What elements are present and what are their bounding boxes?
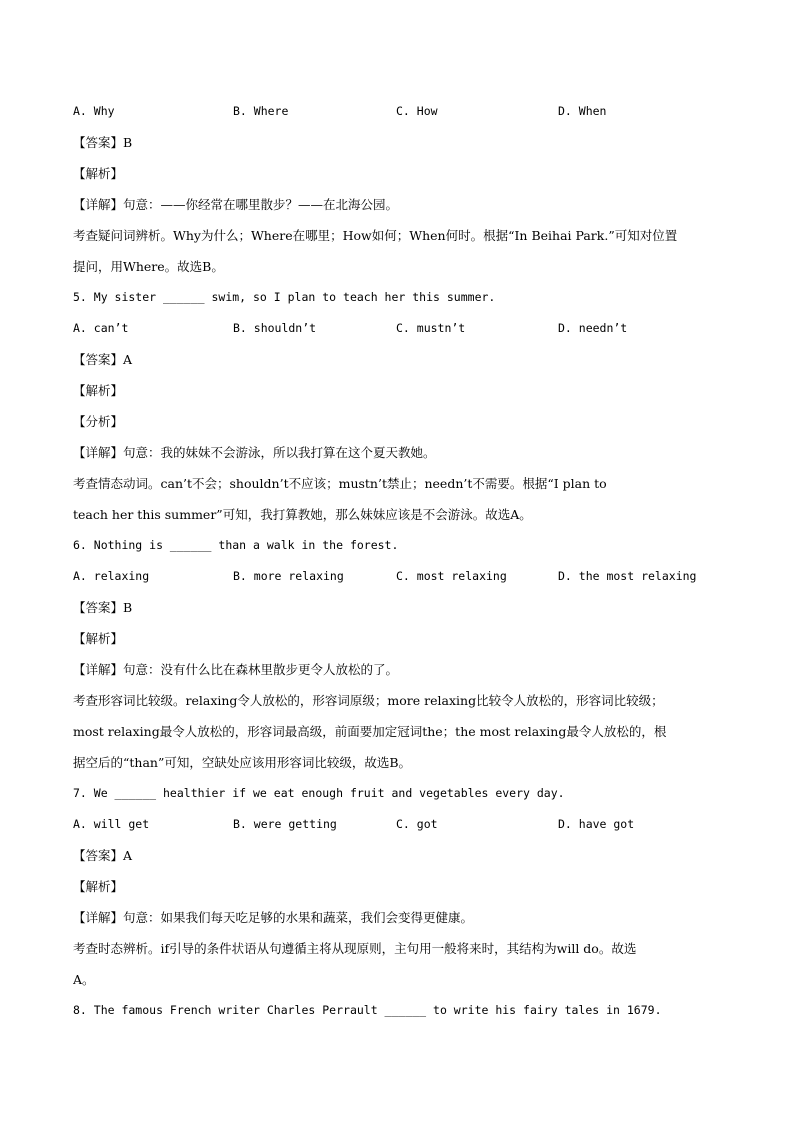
q5-option-c: C. mustn’t <box>396 321 466 335</box>
q4-answer: 【答案】B <box>73 135 133 150</box>
q7-explanation-line-2: A。 <box>73 972 95 987</box>
q6-answer: 【答案】B <box>73 600 133 615</box>
q6-explanation-line-3: 据空后的“than”可知，空缺处应该用形容词比较级，故选B。 <box>73 755 412 770</box>
q7-option-c: C. got <box>396 817 438 831</box>
q5-option-b: B. shouldn’t <box>233 321 317 335</box>
q7-answer: 【答案】A <box>73 848 133 863</box>
q5-answer: 【答案】A <box>73 352 133 367</box>
q4-option-a: A. Why <box>73 104 115 118</box>
q5-option-d: D. needn’t <box>558 321 628 335</box>
q4-detail: 【详解】句意：——你经常在哪里散步？——在北海公园。 <box>73 197 399 212</box>
q5-option-a: A. can’t <box>73 321 129 335</box>
q6-option-b: B. more relaxing <box>233 569 344 583</box>
q5-explanation-line-2: teach her this summer”可知，我打算教她，那么妹妹应该是不会游泳。故选A。 <box>73 507 532 522</box>
q7-option-a: A. will get <box>73 817 150 831</box>
q6-option-d: D. the most relaxing <box>558 569 697 583</box>
q7-analysis-heading: 【解析】 <box>73 879 124 894</box>
q4-explanation-line-1: 考查疑问词辨析。Why为什么；Where在哪里；How如何；When何时。根据“In Beihai Park.”可知对位置 <box>73 228 678 243</box>
q7-options <box>73 809 733 840</box>
q7-detail: 【详解】句意：如果我们每天吃足够的水果和蔬菜，我们会变得更健康。 <box>73 910 474 925</box>
q7-question: 7. We ______ healthier if we eat enough fruit and vegetables every day. <box>73 786 565 800</box>
q4-option-b: B. Where <box>233 104 289 118</box>
q5-options <box>73 313 733 344</box>
q6-options <box>73 561 733 592</box>
q6-option-a: A. relaxing <box>73 569 150 583</box>
q5-fenxi-heading: 【分析】 <box>73 414 124 429</box>
q8-question: 8. The famous French writer Charles Perrault ______ to write his fairy tales in 1679. <box>73 1003 662 1017</box>
q7-option-d: D. have got <box>558 817 635 831</box>
q4-option-d: D. When <box>558 104 607 118</box>
q4-options <box>73 96 733 127</box>
q6-explanation-line-2: most relaxing最令人放松的，形容词最高级，前面要加定冠词the；the most relaxing最令人放松的，根 <box>73 724 667 739</box>
document-page <box>73 96 733 1026</box>
q6-explanation-line-1: 考查形容词比较级。relaxing令人放松的，形容词原级；more relaxing比较令人放松的，形容词比较级； <box>73 693 664 708</box>
q6-option-c: C. most relaxing <box>396 569 507 583</box>
q5-explanation-line-1: 考查情态动词。can’t不会；shouldn’t不应该；mustn’t禁止；needn’t不需要。根据“I plan to <box>73 476 607 491</box>
q4-option-c: C. How <box>396 104 438 118</box>
q4-analysis-heading: 【解析】 <box>73 166 124 181</box>
q4-explanation-line-2: 提问，用Where。故选B。 <box>73 259 224 274</box>
q5-question: 5. My sister ______ swim, so I plan to teach her this summer. <box>73 290 496 304</box>
q5-detail: 【详解】句意：我的妹妹不会游泳，所以我打算在这个夏天教她。 <box>73 445 436 460</box>
q7-option-b: B. were getting <box>233 817 337 831</box>
q7-explanation-line-1: 考查时态辨析。if引导的条件状语从句遵循主将从现原则，主句用一般将来时，其结构为will do。故选 <box>73 941 637 956</box>
q6-detail: 【详解】句意：没有什么比在森林里散步更令人放松的了。 <box>73 662 399 677</box>
q6-question: 6. Nothing is ______ than a walk in the forest. <box>73 538 399 552</box>
q5-analysis-heading: 【解析】 <box>73 383 124 398</box>
q6-analysis-heading: 【解析】 <box>73 631 124 646</box>
